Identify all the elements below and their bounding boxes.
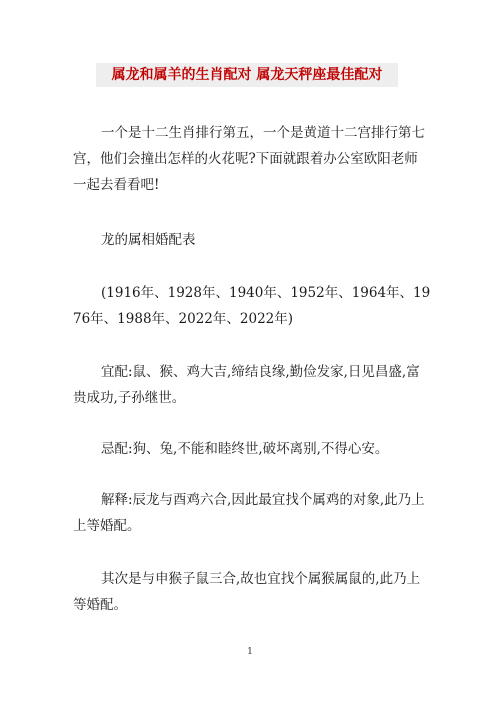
intro-paragraph: 一个是十二生肖排行第五，一个是黄道十二宫排行第七宫，他们会撞出怎样的火花呢?下面就跟着办公室欧阳老师一起去看看吧! <box>73 125 425 193</box>
document-title: 属龙和属羊的生肖配对 属龙天秤座最佳配对 <box>96 63 398 87</box>
secondary-match-paragraph: 其次是与申猴子鼠三合,故也宜找个属猴属鼠的,此乃上等婚配。 <box>73 571 421 613</box>
years-paragraph: (1916年、1928年、1940年、1952年、1964年、1976年、1988年、2022年、2022年) <box>73 285 431 327</box>
suitable-match-paragraph: 宜配:鼠、猴、鸡大吉,缔结良缘,勤俭发家,日见昌盛,富贵成功,子孙继世。 <box>73 364 420 406</box>
avoid-match-paragraph: 忌配:狗、兔,不能和睦终世,破坏离别,不得心安。 <box>101 441 389 457</box>
section-heading-paragraph: 龙的属相婚配表 <box>101 232 196 248</box>
page-number: 1 <box>247 647 253 657</box>
explanation-paragraph: 解释:辰龙与酉鸡六合,因此最宜找个属鸡的对象,此乃上上等婚配。 <box>73 492 425 534</box>
